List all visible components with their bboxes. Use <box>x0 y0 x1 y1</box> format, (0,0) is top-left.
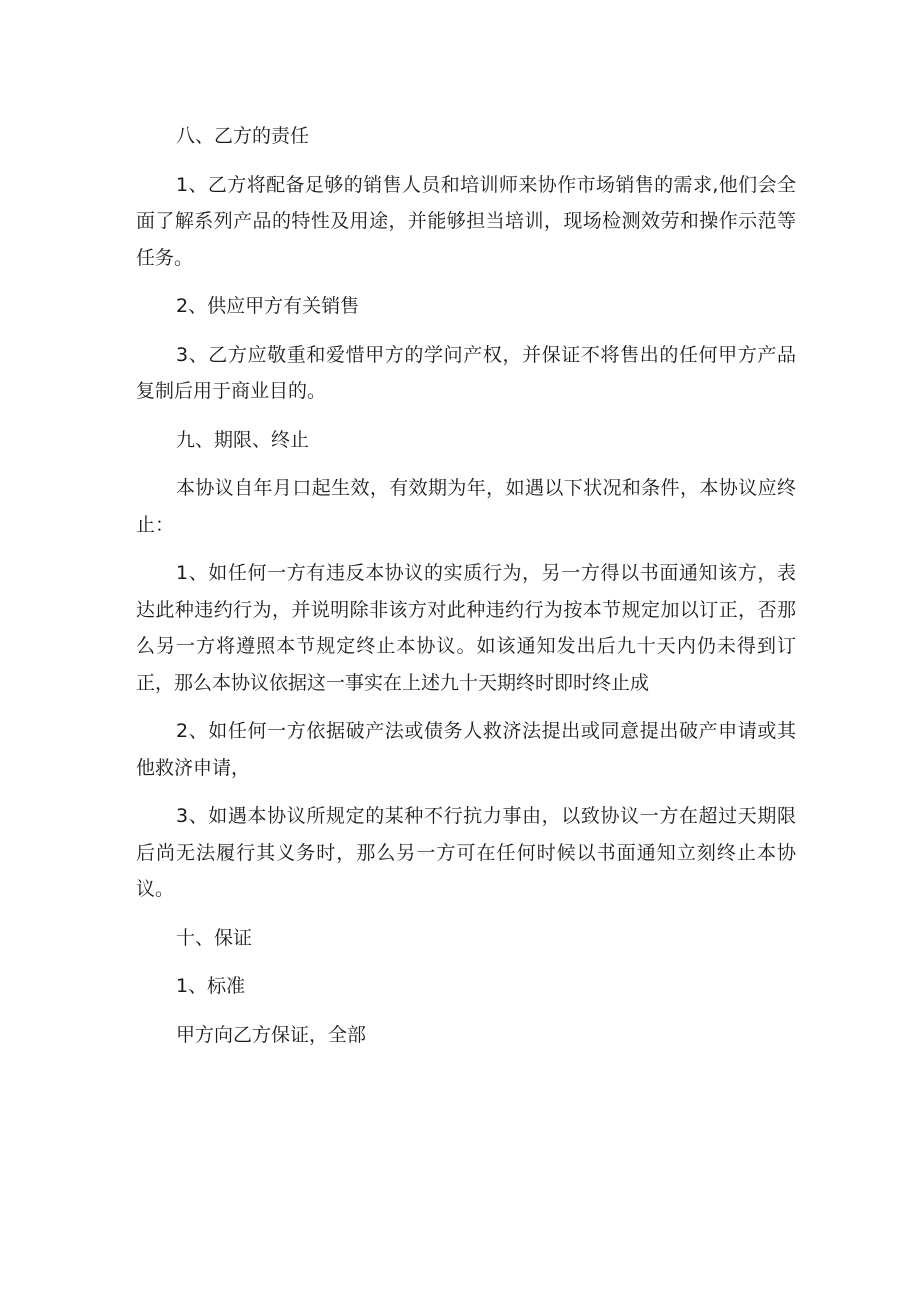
clause-10-1-text: 甲方向乙方保证，全部 <box>176 1023 367 1046</box>
clause-8-1: 1、乙方将配备足够的销售人员和培训师来协作市场销售的需求,他们会全面了解系列产品的特性及用途，并能够担当培训，现场检测效劳和操作示范等任务。 <box>136 173 796 269</box>
clause-8-3: 3、乙方应敬重和爱惜甲方的学问产权，并保证不将售出的任何甲方产品复制后用于商业目的。 <box>136 343 796 402</box>
document-body <box>136 118 796 1053</box>
clause-9-1: 1、如任何一方有违反本协议的实质行为，另一方得以书面通知该方，表达此种违约行为，并说明除非该方对此种违约行为按本节规定加以订正，否那么另一方将遵照本节规定终止本协议。如该通知发出后九十天内仍未得到订正，那么本协议依据这一事实在上述九十天期终时即时终止成 <box>136 562 796 694</box>
clause-8-2: 2、供应甲方有关销售 <box>176 295 360 317</box>
clause-9-3: 3、如遇本协议所规定的某种不行抗力事由，以致协议一方在超过天期限后尚无法履行其义务时，那么另一方可在任何时候以书面通知立刻终止本协议。 <box>136 805 796 900</box>
section-9-intro: 本协议自年月口起生效，有效期为年，如遇以下状况和条件，本协议应终止： <box>136 477 796 536</box>
clause-9-2: 2、如任何一方依据破产法或债务人救济法提出或同意提出破产申请或其他救济申请， <box>136 720 796 779</box>
clause-10-1-heading: 1、标准 <box>176 975 246 997</box>
section-heading-8: 八、乙方的责任 <box>176 125 310 147</box>
section-heading-9: 九、期限、终止 <box>176 428 310 451</box>
section-heading-10: 十、保证 <box>176 926 253 949</box>
